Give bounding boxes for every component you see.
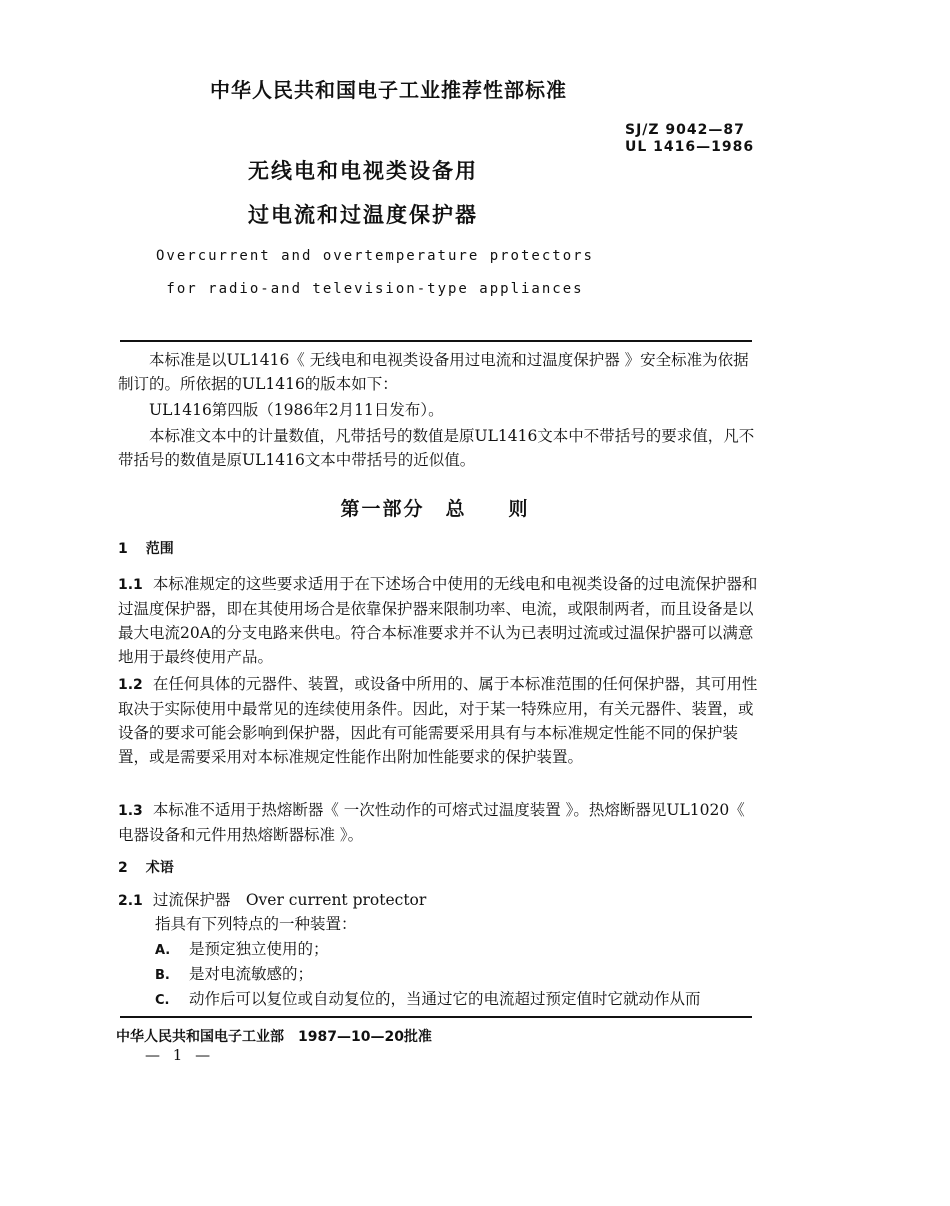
clause-number: 1.2 [118, 677, 143, 693]
clause-text: 本标准规定的这些要求适用于在下述场合中使用的无线电和电视类设备的过电流保护器和过温度保护器，即在其使用场合是依靠保护器来限制功率、电流，或限制两者，而且设备是以最大电流20A的分支电路来供电。符合本标准要求并不认为已表明过流或过温保护器可以满意地用于最终使用产品。 [118, 575, 758, 666]
issuing-standard-title: 中华人民共和国电子工业推荐性部标准 [210, 78, 567, 102]
list-letter: B. [155, 968, 170, 983]
clause-1-1 [118, 572, 758, 669]
top-divider [120, 340, 752, 342]
title-en-line2: for radio-and television-type appliances [166, 281, 584, 297]
approval-line: 中华人民共和国电子工业部 1987—10—20批准 [116, 1029, 432, 1045]
list-item [155, 962, 313, 984]
part-heading: 第一部分 总 则 [340, 498, 530, 520]
footer-divider [120, 1016, 752, 1018]
clause-1-3 [118, 798, 758, 847]
standard-code-ul: UL 1416—1986 [625, 139, 755, 155]
section-number: 1 [118, 541, 128, 557]
section-1-heading [118, 538, 174, 558]
list-text: 是预定独立使用的； [189, 940, 329, 958]
intro-paragraph-1: 本标准是以UL1416《 无线电和电视类设备用过电流和过温度保护器 》安全标准为依据制订的。所依据的UL1416的版本如下： [118, 351, 749, 393]
page-number: — 1 — [145, 1046, 215, 1064]
clause-text: 本标准不适用于热熔断器《 一次性动作的可熔式过温度装置 》。热熔断器见UL1020《 电器设备和元件用热熔断器标准 》。 [118, 801, 745, 844]
title-cn-line2: 过电流和过温度保护器 [248, 203, 478, 227]
clause-number: 2.1 [118, 893, 143, 909]
clause-2-1 [118, 888, 426, 910]
clause-number: 1.3 [118, 803, 143, 819]
section-title: 术语 [145, 860, 174, 876]
clause-title: 过流保护器 Over current protector [152, 891, 427, 909]
list-item [155, 987, 701, 1009]
intro-paragraph-2: 本标准文本中的计量数值，凡带括号的数值是原UL1416文本中不带括号的要求值，凡不带括号的数值是原UL1416文本中带括号的近似值。 [118, 427, 755, 469]
section-number: 2 [118, 860, 128, 876]
list-item [155, 937, 329, 959]
intro-edition: UL1416第四版（1986年2月11日发布）。 [149, 401, 444, 419]
clause-number: 1.1 [118, 577, 143, 593]
section-2-heading [118, 857, 174, 877]
list-letter: A. [155, 943, 171, 958]
title-en-line1: Overcurrent and overtemperature protectors [155, 248, 594, 264]
clause-text: 在任何具体的元器件、装置，或设备中所用的、属于本标准范围的任何保护器，其可用性取决于实际使用中最常见的连续使用条件。因此，对于某一特殊应用，有关元器件、装置，或设备的要求可能会影响到保护器，因此有可能需要采用具有与本标准规定性能不同的保护装置，或是需要采用对本标准规定性能作出附加性能要求的保护装置。 [118, 675, 758, 766]
standard-code-sj: SJ/Z 9042—87 [625, 122, 745, 138]
list-letter: C. [155, 993, 170, 1008]
clause-1-2 [118, 672, 758, 769]
clause-2-1-description: 指具有下列特点的一种装置： [155, 915, 357, 933]
section-title: 范围 [145, 541, 174, 557]
title-cn-line1: 无线电和电视类设备用 [248, 159, 478, 183]
list-text: 是对电流敏感的； [189, 965, 314, 983]
list-text: 动作后可以复位或自动复位的，当通过它的电流超过预定值时它就动作从而 [189, 990, 701, 1008]
